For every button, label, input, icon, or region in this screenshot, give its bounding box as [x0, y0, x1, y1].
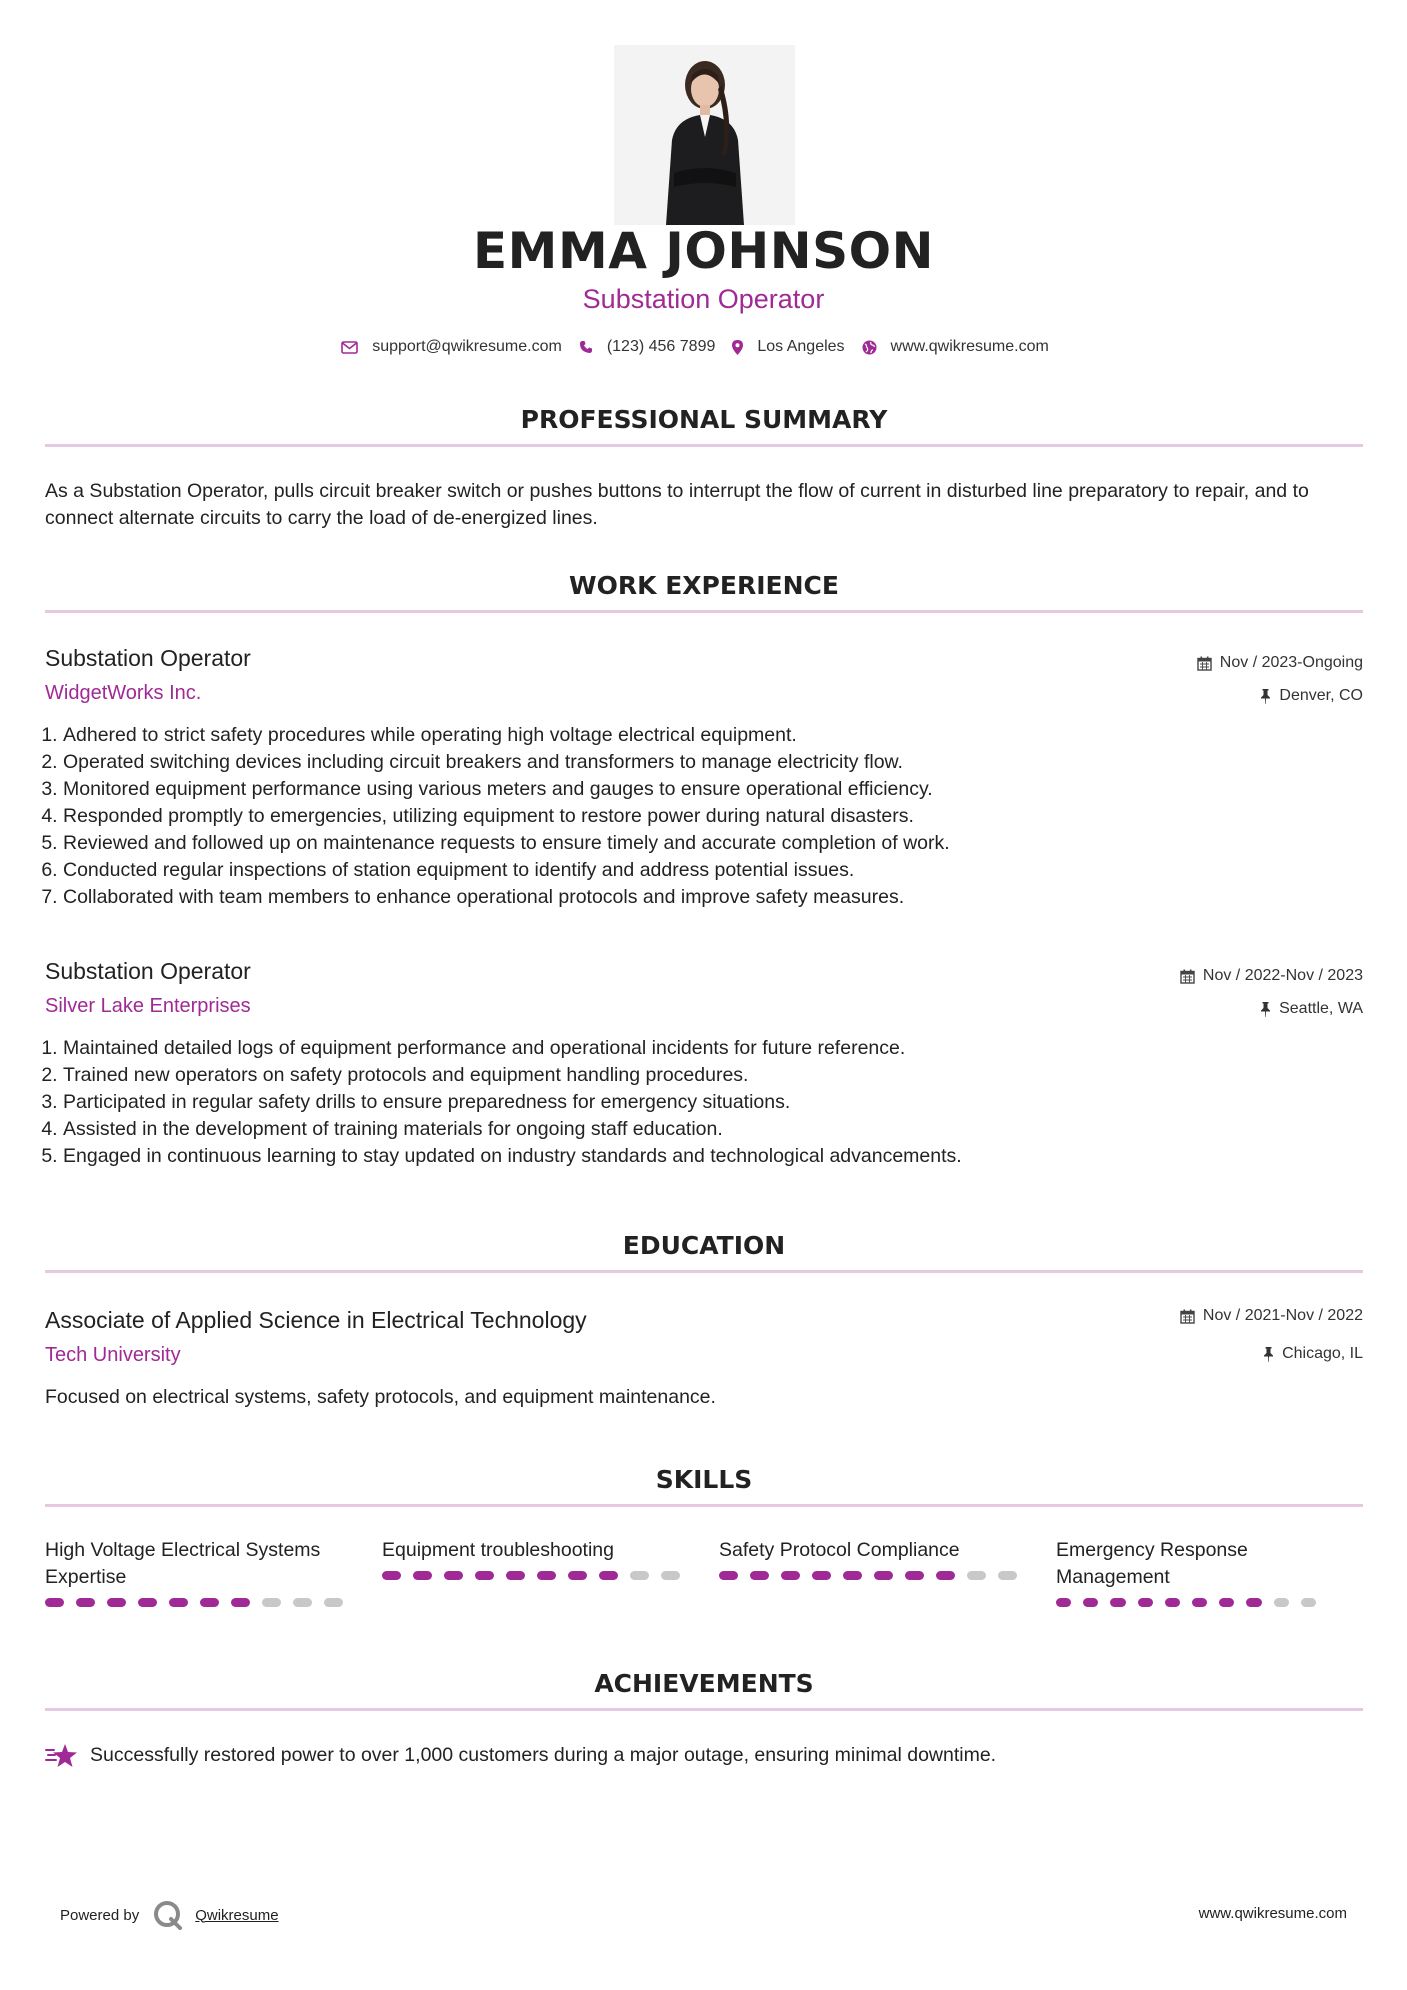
list-item: 5. Reviewed and followed up on maintenance requests to ensure timely and accurate completion of work.	[63, 830, 1381, 857]
contact-website-text: www.qwikresume.com	[890, 338, 1049, 355]
rating-dot-filled	[444, 1571, 463, 1580]
pushpin-icon	[1260, 1002, 1271, 1017]
candidate-name: EMMA JOHNSON	[473, 222, 934, 280]
achievement-text: Successfully restored power to over 1,000 customers during a major outage, ensuring minimal downtime.	[90, 1744, 997, 1766]
skill-rating	[719, 1571, 1019, 1580]
job-location	[1260, 687, 1363, 705]
rating-dot-filled	[76, 1598, 95, 1607]
rating-dot-empty	[1274, 1598, 1289, 1607]
rating-dot-filled	[905, 1571, 924, 1580]
calendar-icon	[1197, 656, 1212, 671]
rating-dot-filled	[475, 1571, 494, 1580]
calendar-icon	[1180, 969, 1195, 984]
list-item: 3. Participated in regular safety drills to ensure preparedness for emergency situations.	[63, 1089, 1381, 1116]
rating-dot-filled	[1192, 1598, 1207, 1607]
footer-powered-by	[60, 1900, 279, 1930]
contact-location	[732, 338, 844, 356]
rating-dot-filled	[1056, 1598, 1071, 1607]
job-company: Silver Lake Enterprises	[45, 995, 251, 1017]
pushpin-icon	[1260, 689, 1271, 704]
skill-item	[45, 1537, 345, 1607]
list-item: 4. Responded promptly to emergencies, utilizing equipment to restore power during natural disasters.	[63, 803, 1381, 830]
job-duties-list	[45, 722, 1381, 911]
rating-dot-filled	[719, 1571, 738, 1580]
job-dates	[1180, 967, 1363, 985]
education-location	[1263, 1345, 1363, 1363]
pushpin-icon	[1263, 1347, 1274, 1362]
education-description: Focused on electrical systems, safety protocols, and equipment maintenance.	[45, 1386, 716, 1408]
section-title-experience: WORK EXPERIENCE	[569, 571, 839, 600]
section-title-achievements: ACHIEVEMENTS	[594, 1669, 814, 1698]
rating-dot-empty	[630, 1571, 649, 1580]
rating-dot-empty	[293, 1598, 312, 1607]
footer-brand-link[interactable]: Qwikresume	[195, 1906, 279, 1924]
rating-dot-filled	[107, 1598, 126, 1607]
contact-email[interactable]	[341, 338, 562, 356]
rating-dot-filled	[231, 1598, 250, 1607]
job-location-text: Seattle, WA	[1279, 1000, 1363, 1017]
section-title-summary: PROFESSIONAL SUMMARY	[520, 405, 888, 434]
summary-text: As a Substation Operator, pulls circuit breaker switch or pushes buttons to interrupt the flow of current in disturbed line preparatory to repair, and to connect alternate circuits to carry the load of de-energized lines.	[45, 480, 1309, 529]
skill-name: Emergency Response Management	[1056, 1539, 1248, 1588]
skill-name: Equipment troubleshooting	[382, 1539, 614, 1561]
job-dates-text: Nov / 2023-Ongoing	[1219, 654, 1363, 671]
rating-dot-filled	[1083, 1598, 1098, 1607]
section-divider	[45, 444, 1363, 447]
rating-dot-filled	[843, 1571, 862, 1580]
section-title-skills: SKILLS	[655, 1465, 753, 1494]
qwikresume-logo-icon	[153, 1900, 183, 1930]
rating-dot-filled	[599, 1571, 618, 1580]
skill-name: Safety Protocol Compliance	[719, 1539, 960, 1561]
rating-dot-empty	[967, 1571, 986, 1580]
profile-photo	[614, 45, 795, 225]
rating-dot-filled	[138, 1598, 157, 1607]
rating-dot-filled	[874, 1571, 893, 1580]
section-divider	[45, 1708, 1363, 1711]
job-company: WidgetWorks Inc.	[45, 682, 202, 704]
job-location	[1260, 1000, 1363, 1018]
education-school: Tech University	[45, 1344, 181, 1366]
job-role: Substation Operator	[45, 645, 251, 671]
skill-item	[382, 1537, 682, 1580]
education-location-text: Chicago, IL	[1282, 1345, 1363, 1362]
education-dates-text: Nov / 2021-Nov / 2022	[1202, 1307, 1363, 1324]
envelope-icon	[341, 341, 358, 354]
rating-dot-filled	[169, 1598, 188, 1607]
section-divider	[45, 1504, 1363, 1507]
list-item: 1. Maintained detailed logs of equipment performance and operational incidents for future reference.	[63, 1035, 1381, 1062]
rating-dot-filled	[936, 1571, 955, 1580]
list-item: 2. Operated switching devices including circuit breakers and transformers to manage electricity flow.	[63, 749, 1381, 776]
rating-dot-filled	[1165, 1598, 1180, 1607]
list-item: 5. Engaged in continuous learning to stay updated on industry standards and technological advancements.	[63, 1143, 1381, 1170]
section-divider	[45, 610, 1363, 613]
list-item: 6. Conducted regular inspections of station equipment to identify and address potential issues.	[63, 857, 1381, 884]
rating-dot-filled	[200, 1598, 219, 1607]
job-dates-text: Nov / 2022-Nov / 2023	[1202, 967, 1363, 984]
skill-rating	[382, 1571, 682, 1580]
rating-dot-empty	[998, 1571, 1017, 1580]
list-item: 1. Adhered to strict safety procedures while operating high voltage electrical equipment.	[63, 722, 1381, 749]
job-location-text: Denver, CO	[1279, 687, 1363, 704]
list-item: 2. Trained new operators on safety protocols and equipment handling procedures.	[63, 1062, 1381, 1089]
rating-dot-filled	[1138, 1598, 1153, 1607]
footer-website-link[interactable]: www.qwikresume.com	[1198, 1905, 1347, 1922]
map-pin-icon	[732, 340, 743, 355]
rating-dot-filled	[750, 1571, 769, 1580]
candidate-title: Substation Operator	[582, 284, 825, 314]
skill-item	[1056, 1537, 1316, 1607]
skill-name: High Voltage Electrical Systems Expertise	[45, 1539, 321, 1588]
rating-dot-filled	[45, 1598, 64, 1607]
phone-icon	[579, 340, 593, 354]
education-degree: Associate of Applied Science in Electrical Technology	[45, 1307, 587, 1333]
education-dates	[1180, 1307, 1363, 1325]
rating-dot-filled	[1219, 1598, 1234, 1607]
rating-dot-filled	[1110, 1598, 1125, 1607]
skill-item	[719, 1537, 1019, 1580]
globe-icon	[862, 340, 877, 355]
job-role: Substation Operator	[45, 958, 251, 984]
rating-dot-empty	[324, 1598, 343, 1607]
rating-dot-empty	[1301, 1598, 1316, 1607]
list-item: 3. Monitored equipment performance using various meters and gauges to ensure operational efficiency.	[63, 776, 1381, 803]
section-divider	[45, 1270, 1363, 1273]
list-item: 7. Collaborated with team members to enhance operational protocols and improve safety measures.	[63, 884, 1381, 911]
rating-dot-empty	[262, 1598, 281, 1607]
job-duties-list	[45, 1035, 1381, 1170]
achievement-item	[45, 1742, 996, 1769]
contact-email-text: support@qwikresume.com	[372, 338, 562, 355]
contact-phone[interactable]	[579, 338, 716, 356]
calendar-icon	[1180, 1309, 1195, 1324]
job-dates	[1197, 654, 1363, 672]
skill-rating	[45, 1598, 345, 1607]
rating-dot-filled	[781, 1571, 800, 1580]
contact-location-text: Los Angeles	[757, 338, 845, 355]
rating-dot-filled	[506, 1571, 525, 1580]
rating-dot-filled	[1246, 1598, 1261, 1607]
section-title-education: EDUCATION	[622, 1231, 786, 1260]
skill-rating	[1056, 1598, 1316, 1607]
list-item: 4. Assisted in the development of training materials for ongoing staff education.	[63, 1116, 1381, 1143]
rating-dot-filled	[382, 1571, 401, 1580]
contact-bar	[0, 338, 1407, 356]
powered-by-label: Powered by	[60, 1906, 140, 1924]
contact-phone-text: (123) 456 7899	[606, 338, 716, 355]
rating-dot-filled	[537, 1571, 556, 1580]
contact-website[interactable]	[862, 338, 1049, 356]
rating-dot-filled	[568, 1571, 587, 1580]
rating-dot-filled	[812, 1571, 831, 1580]
rating-dot-filled	[413, 1571, 432, 1580]
shooting-star-icon	[45, 1742, 78, 1769]
rating-dot-empty	[661, 1571, 680, 1580]
